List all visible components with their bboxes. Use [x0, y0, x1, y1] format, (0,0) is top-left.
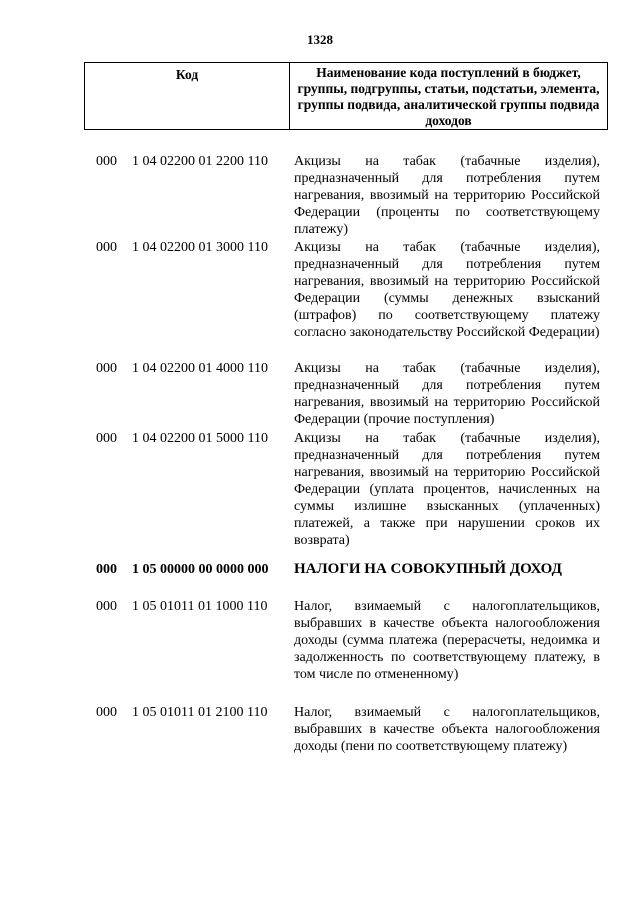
income-code: 1 04 02200 01 3000 110 — [132, 240, 268, 255]
admin-code: 000 — [96, 240, 117, 255]
income-description: Акцизы на табак (табачные изделия), предназначенный для потребления путем нагревания, ввозимый на территорию Российской Федерации (суммы денежных взысканий (штрафов) по соответствующему платежу согласно законодательству Российской Федерации) — [294, 240, 600, 340]
income-description: Акцизы на табак (табачные изделия), предназначенный для потребления путем нагревания, ввозимый на территорию Российской Федерации (проценты по соответствующему платежу) — [294, 154, 600, 237]
admin-code: 000 — [96, 562, 117, 577]
header-code-cell: Код — [85, 63, 290, 129]
income-code: 1 05 00000 00 0000 000 — [132, 562, 269, 577]
header-name-cell: Наименование кода поступлений в бюджет, группы, подгруппы, статьи, подстатьи, элемента, группы подвида, аналитической группы подвида доходов — [297, 65, 600, 128]
income-code: 1 04 02200 01 4000 110 — [132, 361, 268, 376]
income-code: 1 05 01011 01 2100 110 — [132, 705, 268, 720]
income-description: Налог, взимаемый с налогоплательщиков, выбравших в качестве объекта налогообложения доходы (сумма платежа (перерасчеты, недоимка и задолженность по соответствующему платежу, в том числе по отмененному) — [294, 599, 600, 682]
income-code: 1 04 02200 01 2200 110 — [132, 154, 268, 169]
admin-code: 000 — [96, 599, 117, 614]
admin-code: 000 — [96, 154, 117, 169]
section-title: НАЛОГИ НА СОВОКУПНЫЙ ДОХОД — [294, 561, 562, 577]
income-description: Налог, взимаемый с налогоплательщиков, выбравших в качестве объекта налогообложения доходы (пени по соответствующему платежу) — [294, 705, 600, 754]
income-description: Акцизы на табак (табачные изделия), предназначенный для потребления путем нагревания, ввозимый на территорию Российской Федерации (уплата процентов, начисленных на суммы излишне взысканных (уплаченных) платежей, а также при нарушении сроков их возврата) — [294, 431, 600, 548]
admin-code: 000 — [96, 361, 117, 376]
admin-code: 000 — [96, 705, 117, 720]
page-number: 1328 — [307, 32, 333, 47]
income-description: Акцизы на табак (табачные изделия), предназначенный для потребления путем нагревания, ввозимый на территорию Российской Федерации (прочие поступления) — [294, 361, 600, 427]
income-code: 1 04 02200 01 5000 110 — [132, 431, 268, 446]
income-code: 1 05 01011 01 1000 110 — [132, 599, 268, 614]
table-header — [84, 62, 608, 130]
admin-code: 000 — [96, 431, 117, 446]
